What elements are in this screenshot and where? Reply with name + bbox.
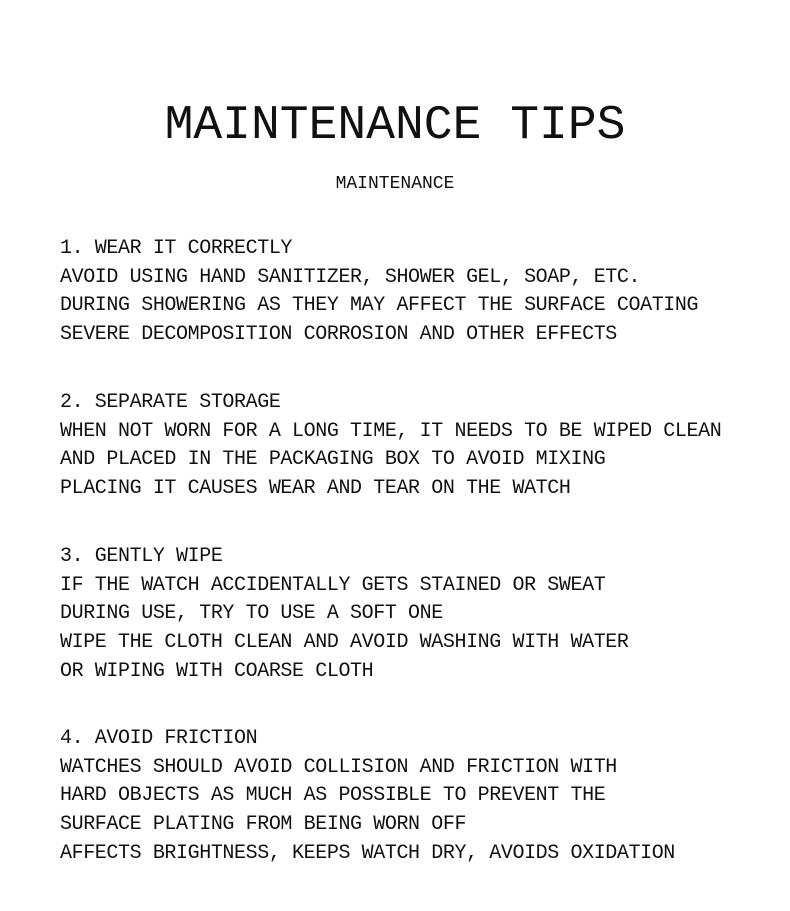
tip-heading: 3. GENTLY WIPE xyxy=(60,545,223,568)
tip-heading: 1. WEAR IT CORRECTLY xyxy=(60,237,293,260)
page-title: MAINTENANCE TIPS xyxy=(164,99,626,153)
tip-line: AFFECTS BRIGHTNESS, KEEPS WATCH DRY, AVOIDS OXIDATION xyxy=(60,841,675,865)
tip-line: OR WIPING WITH COARSE CLOTH xyxy=(60,659,374,683)
page-subtitle: MAINTENANCE xyxy=(335,174,455,194)
tip-line: SURFACE PLATING FROM BEING WORN OFF xyxy=(60,813,467,837)
tip-line: IF THE WATCH ACCIDENTALLY GETS STAINED OR SWEAT xyxy=(60,573,606,597)
tip-heading: 2. SEPARATE STORAGE xyxy=(60,391,281,414)
tip-heading: 4. AVOID FRICTION xyxy=(60,727,258,750)
tip-line: WATCHES SHOULD AVOID COLLISION AND FRICTION WITH xyxy=(60,755,617,779)
tip-section-gently-wipe xyxy=(60,543,785,687)
tip-line: PLACING IT CAUSES WEAR AND TEAR ON THE WATCH xyxy=(60,477,571,501)
tip-line: SEVERE DECOMPOSITION CORROSION AND OTHER EFFECTS xyxy=(60,323,617,347)
tip-section-separate-storage xyxy=(60,389,785,504)
tip-section-wear-correctly xyxy=(60,235,785,350)
tip-section-avoid-friction xyxy=(60,725,785,869)
tip-line: WIPE THE CLOTH CLEAN AND AVOID WASHING WITH WATER xyxy=(60,631,629,655)
tip-line: HARD OBJECTS AS MUCH AS POSSIBLE TO PREVENT THE xyxy=(60,784,606,808)
tip-line: WHEN NOT WORN FOR A LONG TIME, IT NEEDS TO BE WIPED CLEAN xyxy=(60,419,722,443)
tip-line: DURING USE, TRY TO USE A SOFT ONE xyxy=(60,602,443,626)
tip-line: DURING SHOWERING AS THEY MAY AFFECT THE SURFACE COATING xyxy=(60,294,699,318)
tip-line: AVOID USING HAND SANITIZER, SHOWER GEL, SOAP, ETC. xyxy=(60,265,641,289)
tip-line: AND PLACED IN THE PACKAGING BOX TO AVOID MIXING xyxy=(60,448,606,472)
